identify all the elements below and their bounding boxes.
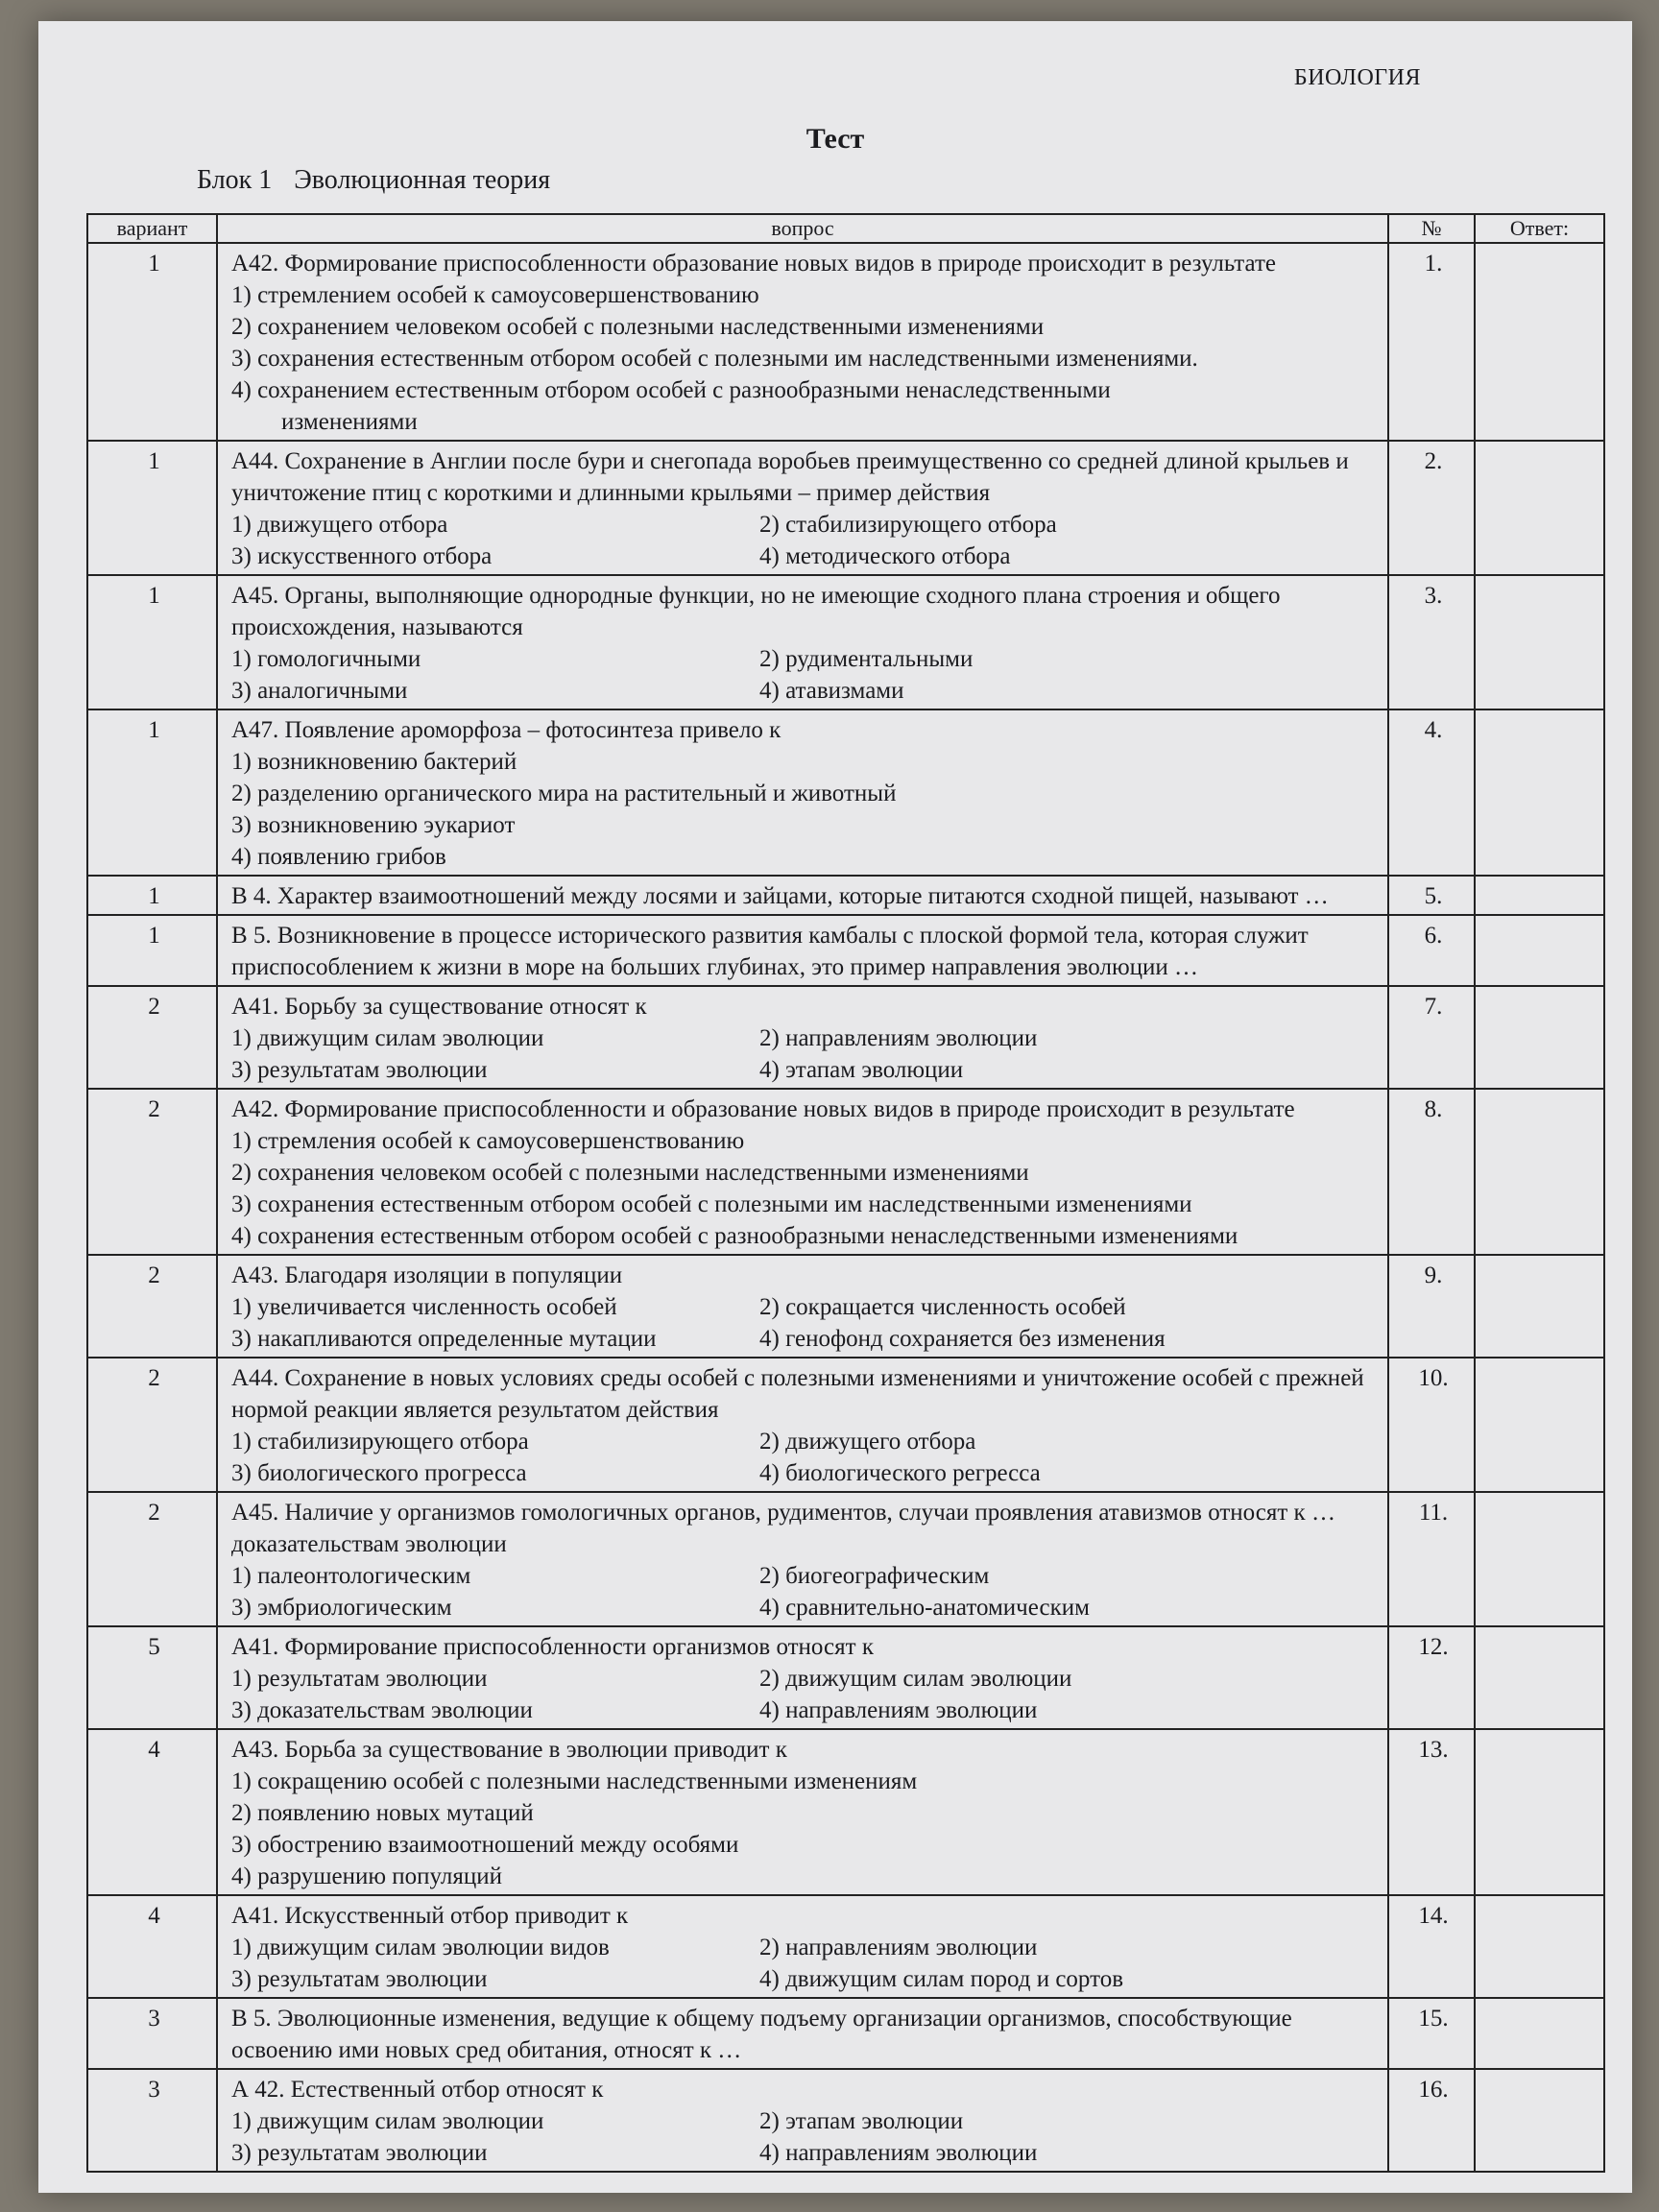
question-text: А42. Формирование приспособленности образование новых видов в природе происходит в результате — [231, 251, 1276, 276]
variant-cell: 3 — [87, 1998, 217, 2069]
answer-options — [231, 746, 1378, 873]
header-question: вопрос — [217, 214, 1388, 243]
variant-cell: 2 — [87, 986, 217, 1089]
answer-option: 2) появлению новых мутаций — [231, 1800, 534, 1826]
question-number: 13. — [1388, 1729, 1475, 1895]
answer-option: 2) биогеографическим — [759, 1563, 990, 1589]
answer-options — [231, 1932, 1378, 1995]
answer-option: 3) аналогичными — [231, 678, 408, 704]
question-number: 9. — [1388, 1255, 1475, 1358]
answer-option: 1) движущим силам эволюции — [231, 1025, 544, 1051]
answer-option: 4) сохранением естественным отбором особей с разнообразными ненаследственными — [231, 377, 1111, 403]
question-cell — [217, 1626, 1388, 1729]
answer-cell[interactable] — [1475, 1358, 1604, 1492]
answer-option: 4) генофонд сохраняется без изменения — [759, 1326, 1166, 1352]
table-row — [87, 1492, 1604, 1626]
table-row — [87, 1729, 1604, 1895]
answer-cell[interactable] — [1475, 1255, 1604, 1358]
answer-option: 4) движущим силам пород и сортов — [759, 1966, 1123, 1992]
question-text: А45. Наличие у организмов гомологичных органов, рудиментов, случаи проявления атавизмов относят к … доказательствам эволюции — [231, 1500, 1335, 1557]
variant-cell: 5 — [87, 1626, 217, 1729]
answer-cell[interactable] — [1475, 986, 1604, 1089]
question-number: 11. — [1388, 1492, 1475, 1626]
answer-cell[interactable] — [1475, 243, 1604, 441]
table-row — [87, 876, 1604, 915]
table-row — [87, 2069, 1604, 2172]
answer-option: 3) результатам эволюции — [231, 2140, 488, 2166]
answer-option: 3) накапливаются определенные мутации — [231, 1326, 657, 1352]
variant-cell: 4 — [87, 1895, 217, 1998]
answer-options — [231, 1766, 1378, 1892]
table-row — [87, 1895, 1604, 1998]
question-text: А43. Благодаря изоляции в популяции — [231, 1262, 623, 1288]
table-row — [87, 1358, 1604, 1492]
table-row — [87, 1626, 1604, 1729]
table-row — [87, 915, 1604, 986]
variant-cell: 1 — [87, 709, 217, 876]
answer-option: 4) направлениям эволюции — [759, 2140, 1038, 2166]
answer-option: 3) возникновению эукариот — [231, 812, 516, 838]
answer-option: 3) сохранения естественным отбором особей с полезными им наследственными изменениями — [231, 1191, 1192, 1217]
table-row — [87, 709, 1604, 876]
answer-cell[interactable] — [1475, 1895, 1604, 1998]
answer-cell[interactable] — [1475, 709, 1604, 876]
table-row — [87, 575, 1604, 709]
answer-option: 1) стремления особей к самоусовершенствованию — [231, 1128, 745, 1154]
answer-option: 2) сокращается численность особей — [759, 1294, 1126, 1320]
answer-option: 2) разделению органического мира на растительный и животный — [231, 781, 897, 806]
answer-cell[interactable] — [1475, 441, 1604, 575]
test-sheet — [38, 21, 1632, 2193]
question-number: 10. — [1388, 1358, 1475, 1492]
question-number: 16. — [1388, 2069, 1475, 2172]
question-number: 7. — [1388, 986, 1475, 1089]
variant-cell: 2 — [87, 1255, 217, 1358]
header-variant: вариант — [87, 214, 217, 243]
answer-cell[interactable] — [1475, 1729, 1604, 1895]
variant-cell: 1 — [87, 575, 217, 709]
question-number: 1. — [1388, 243, 1475, 441]
answer-option: 4) методического отбора — [759, 543, 1011, 569]
question-cell — [217, 876, 1388, 915]
answer-option: 1) гомологичными — [231, 646, 421, 672]
question-cell — [217, 915, 1388, 986]
question-number: 3. — [1388, 575, 1475, 709]
question-cell — [217, 1358, 1388, 1492]
answer-option: 4) биологического регресса — [759, 1460, 1041, 1486]
block-name: Эволюционная теория — [294, 165, 551, 195]
answer-cell[interactable] — [1475, 915, 1604, 986]
answer-option: 2) стабилизирующего отбора — [759, 512, 1057, 538]
question-cell — [217, 1729, 1388, 1895]
answer-option: 1) стабилизирующего отбора — [231, 1429, 529, 1455]
answer-cell[interactable] — [1475, 575, 1604, 709]
variant-cell: 2 — [87, 1358, 217, 1492]
answer-cell[interactable] — [1475, 1998, 1604, 2069]
answer-option: 1) результатам эволюции — [231, 1666, 488, 1692]
answer-option: 2) направлениям эволюции — [759, 1935, 1038, 1960]
answer-option: 3) доказательствам эволюции — [231, 1697, 533, 1723]
answer-option: 1) увеличивается численность особей — [231, 1294, 617, 1320]
answer-cell[interactable] — [1475, 2069, 1604, 2172]
variant-cell: 4 — [87, 1729, 217, 1895]
answer-options — [231, 1663, 1378, 1726]
answer-option: 2) направлениям эволюции — [759, 1025, 1038, 1051]
answer-options — [231, 1125, 1378, 1252]
answer-option: 4) появлению грибов — [231, 844, 446, 870]
question-number: 2. — [1388, 441, 1475, 575]
page-title: Тест — [805, 123, 865, 155]
header-answer: Ответ: — [1475, 214, 1604, 243]
answer-option: 2) движущего отбора — [759, 1429, 976, 1455]
table-body — [87, 243, 1604, 2172]
question-cell — [217, 243, 1388, 441]
question-text: А47. Появление ароморфоза – фотосинтеза привело к — [231, 717, 781, 743]
table-header-row — [87, 214, 1604, 243]
answer-options — [231, 1426, 1378, 1489]
answer-option: 3) обострению взаимоотношений между особями — [231, 1832, 739, 1858]
question-text: А44. Сохранение в Англии после бури и снегопада воробьев преимущественно со средней длиной крыльев и уничтожение птиц с короткими и длинными крыльями – пример действия — [231, 448, 1349, 506]
variant-cell: 1 — [87, 876, 217, 915]
question-number: 6. — [1388, 915, 1475, 986]
table-row — [87, 986, 1604, 1089]
question-cell — [217, 1998, 1388, 2069]
answer-option: 2) сохранением человеком особей с полезными наследственными изменениями — [231, 314, 1045, 340]
answer-option: 2) движущим силам эволюции — [759, 1666, 1072, 1692]
question-cell — [217, 709, 1388, 876]
question-cell — [217, 575, 1388, 709]
answer-option: 1) стремлением особей к самоусовершенствованию — [231, 282, 759, 308]
question-cell — [217, 1255, 1388, 1358]
question-text: А44. Сохранение в новых условиях среды особей с полезными изменениями и уничтожение особей с прежней нормой реакции является результатом действия — [231, 1365, 1364, 1423]
question-number: 15. — [1388, 1998, 1475, 2069]
answer-option: 3) результатам эволюции — [231, 1966, 488, 1992]
question-cell — [217, 986, 1388, 1089]
answer-options — [231, 509, 1378, 572]
question-text: А 42. Естественный отбор относят к — [231, 2077, 604, 2103]
answer-option: 4) сравнительно-анатомическим — [759, 1595, 1090, 1621]
questions-table — [86, 213, 1605, 2173]
answer-option: 1) палеонтологическим — [231, 1563, 471, 1589]
answer-option: 2) этапам эволюции — [759, 2108, 964, 2134]
question-text: В 4. Характер взаимоотношений между лосями и зайцами, которые питаются сходной пищей, называют … — [231, 883, 1329, 909]
answer-option: 3) результатам эволюции — [231, 1057, 488, 1083]
answer-option: 4) этапам эволюции — [759, 1057, 964, 1083]
question-cell — [217, 441, 1388, 575]
answer-option: 3) эмбриологическим — [231, 1595, 452, 1621]
table-row — [87, 1255, 1604, 1358]
variant-cell: 1 — [87, 915, 217, 986]
table-row — [87, 441, 1604, 575]
table-row — [87, 1998, 1604, 2069]
answer-cell[interactable] — [1475, 1089, 1604, 1255]
variant-cell: 1 — [87, 441, 217, 575]
answer-cell[interactable] — [1475, 876, 1604, 915]
variant-cell: 3 — [87, 2069, 217, 2172]
question-text: В 5. Эволюционные изменения, ведущие к общему подъему организации организмов, способствующие освоению ими новых сред обитания, относят к … — [231, 2006, 1292, 2063]
question-number: 8. — [1388, 1089, 1475, 1255]
variant-cell: 2 — [87, 1492, 217, 1626]
answer-option: 3) биологического прогресса — [231, 1460, 527, 1486]
block-heading — [197, 165, 550, 196]
answer-option: 3) сохранения естественным отбором особей с полезными им наследственными изменениями. — [231, 346, 1198, 372]
question-cell — [217, 2069, 1388, 2172]
answer-option: 2) сохранения человеком особей с полезными наследственными изменениями — [231, 1160, 1029, 1186]
answer-option: 4) атавизмами — [759, 678, 904, 704]
answer-options — [231, 2105, 1378, 2169]
answer-option: 4) сохранения естественным отбором особей с разнообразными ненаследственными изменениями — [231, 1223, 1238, 1249]
answer-option: 2) рудиментальными — [759, 646, 974, 672]
question-cell — [217, 1895, 1388, 1998]
answer-option: 1) движущим силам эволюции видов — [231, 1935, 610, 1960]
question-text: А42. Формирование приспособленности и образование новых видов в природе происходит в результате — [231, 1096, 1295, 1122]
answer-options — [231, 1560, 1378, 1623]
question-number: 5. — [1388, 876, 1475, 915]
answer-options — [231, 643, 1378, 707]
answer-option: 4) разрушению популяций — [231, 1863, 503, 1889]
question-text: А41. Формирование приспособленности организмов относят к — [231, 1634, 874, 1660]
answer-cell[interactable] — [1475, 1492, 1604, 1626]
answer-option: 1) возникновению бактерий — [231, 749, 517, 775]
question-text: В 5. Возникновение в процессе исторического развития камбалы с плоской формой тела, которая служит приспособлением к жизни в море на больших глубинах, это пример направления эволюции … — [231, 923, 1309, 980]
table-row — [87, 1089, 1604, 1255]
answer-options — [231, 279, 1378, 438]
answer-option: 1) движущего отбора — [231, 512, 448, 538]
answer-option: 4) направлениям эволюции — [759, 1697, 1038, 1723]
subject-label: БИОЛОГИЯ — [1293, 65, 1421, 90]
answer-option: 1) сокращению особей с полезными наследственными изменениям — [231, 1768, 918, 1794]
answer-option: изменениями — [281, 409, 418, 435]
question-text: А41. Борьбу за существование относят к — [231, 994, 647, 1020]
question-number: 4. — [1388, 709, 1475, 876]
question-number: 14. — [1388, 1895, 1475, 1998]
table-row — [87, 243, 1604, 441]
answer-options — [231, 1022, 1378, 1086]
variant-cell: 2 — [87, 1089, 217, 1255]
question-cell — [217, 1492, 1388, 1626]
answer-option: 3) искусственного отбора — [231, 543, 493, 569]
block-number: Блок 1 — [197, 165, 273, 195]
header-number: № — [1388, 214, 1475, 243]
question-cell — [217, 1089, 1388, 1255]
question-text: А45. Органы, выполняющие однородные функции, но не имеющие сходного плана строения и общего происхождения, называются — [231, 583, 1281, 640]
answer-options — [231, 1291, 1378, 1355]
question-text: А41. Искусственный отбор приводит к — [231, 1903, 629, 1929]
answer-cell[interactable] — [1475, 1626, 1604, 1729]
question-text: А43. Борьба за существование в эволюции приводит к — [231, 1737, 787, 1763]
answer-option: 1) движущим силам эволюции — [231, 2108, 544, 2134]
variant-cell: 1 — [87, 243, 217, 441]
question-number: 12. — [1388, 1626, 1475, 1729]
